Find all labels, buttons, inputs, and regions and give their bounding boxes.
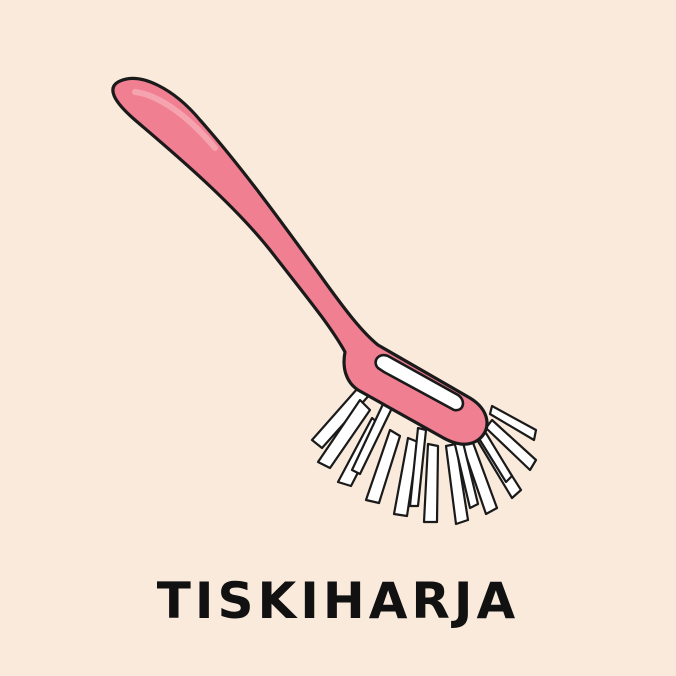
word-label: TISKIHARJA: [156, 572, 520, 630]
